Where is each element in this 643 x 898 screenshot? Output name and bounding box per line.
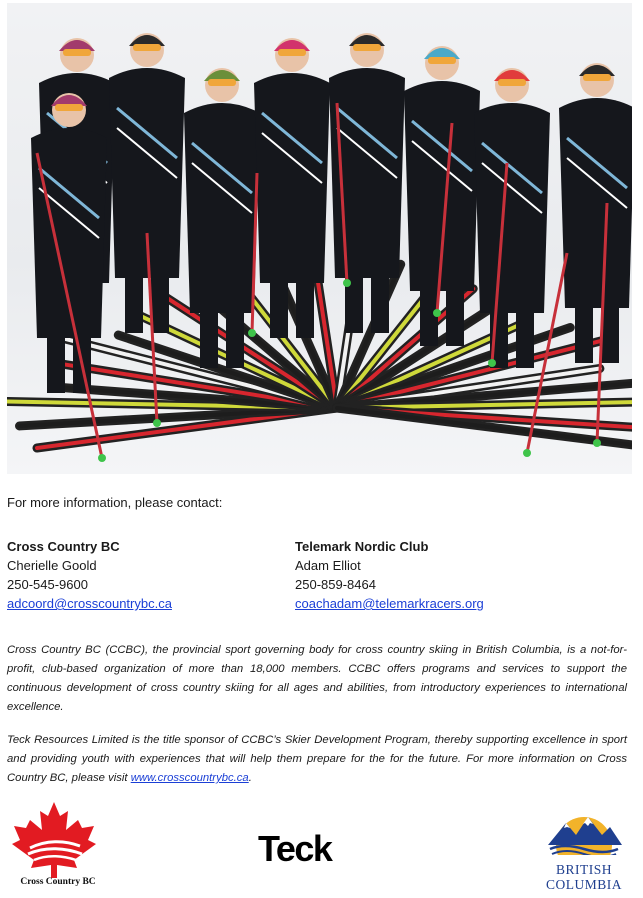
skier <box>474 68 550 368</box>
contact-phone: 250-859-8464 <box>295 577 376 592</box>
cross-country-bc-logo <box>8 800 100 892</box>
bc-logo-text <box>538 862 630 892</box>
maple-leaf-icon <box>8 800 100 878</box>
skiers-photo <box>7 3 632 474</box>
skiers-photo-illustration <box>7 3 632 474</box>
bc-sun-mountains-icon <box>544 805 624 855</box>
british-columbia-logo <box>538 805 630 893</box>
contact-card-telemark <box>295 537 484 613</box>
contact-org: Cross Country BC <box>7 539 120 554</box>
skier <box>109 33 185 333</box>
contact-phone: 250-545-9600 <box>7 577 88 592</box>
sponsor-end: . <box>248 772 252 784</box>
ccbc-logo-caption: Cross Country BC <box>20 877 96 887</box>
skier <box>559 63 632 363</box>
bc-logo-line1: BRITISH <box>555 862 612 877</box>
bc-logo-line2: COLUMBIA <box>545 877 622 892</box>
contact-email-link[interactable]: coachadam@telemarkracers.org <box>295 596 484 611</box>
contact-card-ccbc <box>7 537 172 613</box>
contact-name: Cherielle Goold <box>7 558 97 573</box>
contact-org: Telemark Nordic Club <box>295 539 429 554</box>
sponsor-text: Teck Resources Limited is the title sponsor of CCBC’s Skier Development Program, thereby supporting excellence in sport and providing youth with experiences that will help them prepare for the for the future. For more information on Cross Country BC, please visit <box>7 734 627 784</box>
teck-logo: Teck <box>258 828 332 869</box>
contact-intro: For more information, please contact: <box>7 495 223 510</box>
about-ccbc-paragraph: Cross Country BC (CCBC), the provincial sport governing body for cross country skiing in British Columbia, is a not-for-profit, club-based organization of more than 18,000 members. CCBC offers programs and services to support the continuous development of cross country skiing for all ages and abilities, from introductory experiences to international excellence. <box>7 644 627 713</box>
ccbc-website-link[interactable]: www.crosscountrybc.ca <box>130 772 249 784</box>
contact-email-link[interactable]: adcoord@crosscountrybc.ca <box>7 596 172 611</box>
sponsor-paragraph <box>7 731 627 788</box>
skier <box>184 68 260 368</box>
skier <box>404 46 480 346</box>
contact-name: Adam Elliot <box>295 558 361 573</box>
